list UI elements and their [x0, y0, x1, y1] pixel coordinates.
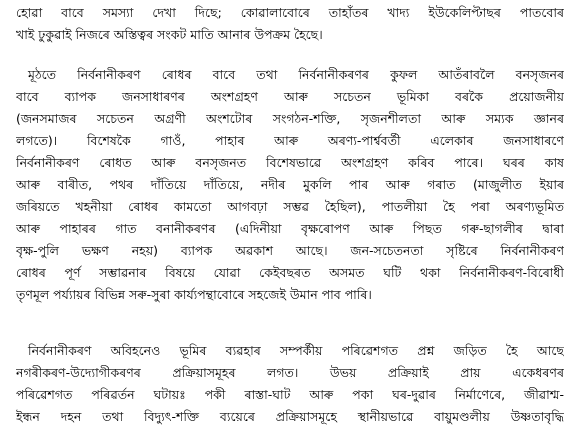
text-line: আৰু বাৰীত, পথৰ দাঁতিয়ে দাঁতিয়ে, নদীৰ মুকলি পাৰ আৰু গৰাত (মাজুলীত ইয়াৰ [16, 177, 564, 192]
text-line: লগতে)। বিশেষকৈ গাওঁ, পাহাৰ আৰু অৰণ্য-পাৰ্শ্ববৰ্তী এলেকাৰ জনসাধাৰণে [16, 133, 564, 148]
paragraph-urbanization [16, 340, 564, 428]
text-line: মূঠতে নিৰ্বনানীকৰণ ৰোধৰ বাবে তথা নিৰ্বনানীকৰণৰ কুফল আতঁৰাবলৈ বনসৃজনৰ [28, 67, 564, 82]
text-line: নগৰীকৰণ-উদ্যোগীকৰণৰ প্ৰক্ৰিয়াসমূহৰ লগত। উভয় প্ৰক্ৰিয়াই প্ৰায় একেধৰণৰ [16, 365, 564, 380]
text-line: ৰোধৰ পূৰ্ণ সম্ভাৱনাৰ বিষয়ে যোৱা কেইবছৰত অসমত ঘটি থকা নিৰ্বনানীকৰণ-বিৰোধী [16, 265, 564, 280]
text-line: জৰিয়তে খহনীয়া ৰোধৰ কামতো আগবঢ়া সম্ভৱ হৈছিল), পাতলীয়া হৈ পৰা অৰণ্যভূমিত [16, 199, 564, 214]
text-line: (জনসমাজৰ সচেতন অগ্ৰণী অংশটোৰ সংগঠন-শক্তি, সৃজনশীলতা আৰু সম্যক জ্ঞানৰ [16, 111, 564, 126]
paragraph-afforestation [16, 64, 564, 306]
text-line: বাবে ব্যাপক জনসাধাৰণৰ অংশগ্ৰহণ আৰু সচেতন ভূমিকা বৰকৈ প্ৰয়োজনীয় [16, 89, 564, 104]
text-line: ইন্ধন দহন তথা বিদ্যুৎ-শক্তি ব্যয়েৰে প্ৰক্ৰিয়াসমূহে স্থানীয়ভাৱে বায়ুমণ্ডলীয় উষ্ণতাবৃদ্ধি [16, 409, 564, 424]
text-line: তৃণমূল পৰ্য্যায়ৰ বিভিন্ন সৰু-সুৰা কাৰ্য্যপন্থাবোৰে সহজেই উমান পাব পাৰি। [16, 287, 372, 302]
text-line: পৰিৱেশগত পৰিৱৰ্তন ঘটায়ঃ পকী ৰাস্তা-ঘাট আৰু পকা ঘৰ-দুৱাৰ নিৰ্মাণেৰে, জীৱাশ্ম- [16, 387, 564, 402]
text-line: আৰু পাহাৰৰ গাত বনানীকৰণৰ (এদিনীয়া বৃক্ষৰোপণ আৰু পিছত গৰু-ছাগলীৰ দ্বাৰা [16, 221, 564, 236]
text-line: খাই ঢুকুৱাই নিজৰে অস্তিত্বৰ সংকট মাতি আনাৰ উপক্ৰম হৈছে। [16, 27, 323, 42]
text-line: নিৰ্বনানীকৰণ ৰোধত আৰু বনসৃজনত বিশেষভাৱে অংশগ্ৰহণ কৰিব পাৰে। ঘৰৰ কাষ [16, 155, 564, 170]
paragraph-koala-crisis [16, 2, 564, 46]
text-line: নিৰ্বনানীকৰণ অবিহনেও ভূমিৰ ব্যৱহাৰ সম্পৰ্কীয় পৰিৱেশগত প্ৰশ্ন জড়িত হৈ আছে [28, 343, 564, 358]
text-line: বৃক্ষ-পুলি ভক্ষণ নহয়) ব্যাপক অৱকাশ আছে। জন-সচেতনতা সৃষ্টিৰে নিৰ্বনানীকৰণ [16, 243, 564, 258]
text-line: হোৱা বাবে সমস্যা দেখা দিছে; কোৱালাবোৰে তাহাঁতৰ খাদ্য ইউকেলিপ্টাছৰ পাতবোৰ [16, 5, 564, 20]
